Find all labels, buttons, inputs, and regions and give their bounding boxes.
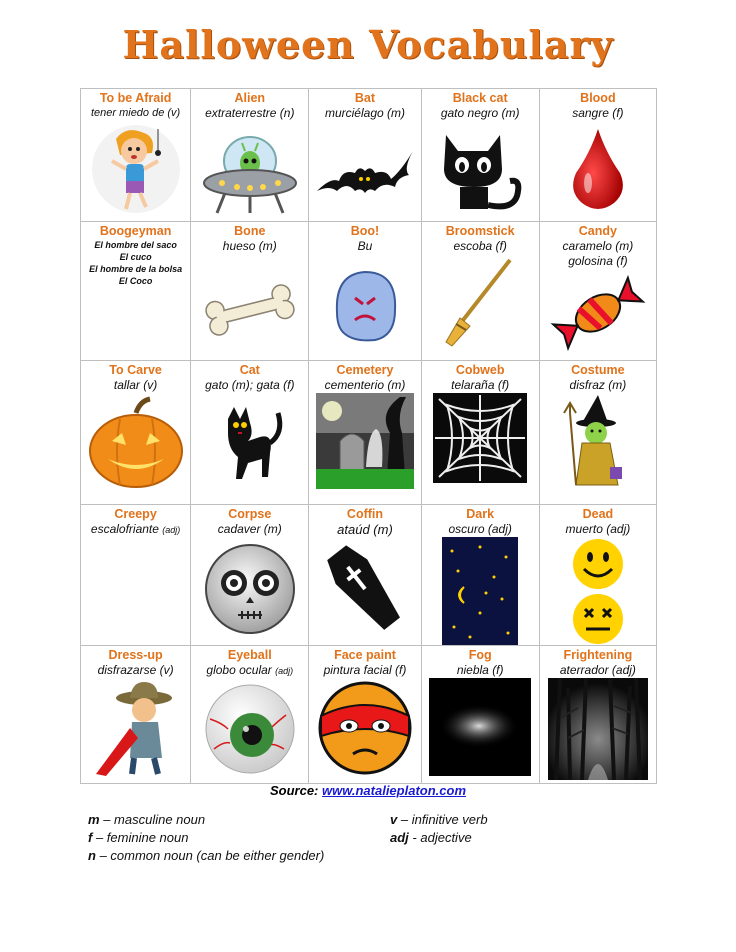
spanish-term: globo ocular (adj) — [206, 663, 294, 677]
vocab-cell-cat — [191, 361, 309, 505]
face-paint-icon — [315, 678, 415, 778]
english-term: Dress-up — [108, 648, 163, 662]
vocab-cell-fog — [421, 646, 539, 784]
source-label: Source: — [269, 783, 319, 798]
skull-icon — [198, 537, 302, 637]
spanish-term: extraterrestre (n) — [205, 106, 295, 120]
english-term: Eyeball — [227, 648, 272, 662]
page-title: Halloween Vocabulary — [122, 22, 614, 67]
spanish-term: escoba (f) — [453, 239, 507, 253]
vocab-cell-dark — [421, 505, 539, 646]
legend-item-common: n – common noun (can be either gender) — [88, 848, 325, 863]
vocabulary-grid — [80, 88, 657, 784]
scared-cat-icon — [198, 393, 302, 493]
spanish-term: ataúd (m) — [337, 522, 393, 537]
broom-icon — [426, 254, 534, 354]
english-term: To be Afraid — [99, 91, 172, 105]
spanish-term: gato (m); gata (f) — [205, 378, 295, 392]
spanish-term: caramelo (m) — [562, 239, 634, 253]
spanish-term: El Coco — [118, 276, 153, 286]
legend-item-masculine: m – masculine noun — [88, 812, 206, 827]
english-term: Dark — [466, 507, 495, 521]
vocab-row — [81, 646, 657, 784]
legend-item-adjective: adj - adjective — [390, 830, 472, 845]
blood-drop-icon — [546, 121, 650, 217]
vocab-cell-corpse — [191, 505, 309, 646]
spanish-term: golosina (f) — [568, 254, 628, 268]
spanish-term: muerto (adj) — [565, 522, 631, 536]
english-term: Fog — [468, 648, 492, 662]
vocab-cell-frightening — [539, 646, 656, 784]
english-term: Face paint — [334, 648, 396, 662]
english-term: Blood — [580, 91, 616, 105]
vocab-cell-coffin — [309, 505, 421, 646]
vocab-cell-dead — [539, 505, 656, 646]
english-term: Frightening — [563, 648, 633, 662]
spanish-term: niebla (f) — [456, 663, 504, 677]
cemetery-icon — [316, 393, 414, 489]
vocab-row — [81, 89, 657, 222]
vocab-row — [81, 361, 657, 505]
spanish-term: cadaver (m) — [217, 522, 282, 536]
spanish-term: oscuro (adj) — [448, 522, 512, 536]
scared-girl-icon — [86, 121, 186, 217]
vocab-cell-cemetery — [309, 361, 421, 505]
spanish-term: hueso (m) — [222, 239, 277, 253]
english-term: Corpse — [228, 507, 272, 521]
source-line — [0, 783, 736, 798]
eyeball-icon — [200, 679, 300, 779]
spanish-term: El hombre de la bolsa — [89, 264, 183, 274]
english-term: Candy — [578, 224, 617, 238]
english-term: Cat — [239, 363, 260, 377]
coffin-icon — [313, 537, 417, 637]
spanish-term: gato negro (m) — [440, 106, 520, 120]
spanish-term: cementerio (m) — [324, 378, 406, 392]
dress-up-icon — [86, 678, 186, 778]
vocab-cell-costume — [539, 361, 656, 505]
vocab-cell-bone — [191, 222, 309, 361]
vocab-cell-broomstick — [421, 222, 539, 361]
spanish-term: pintura facial (f) — [323, 663, 407, 677]
vocab-cell-alien — [191, 89, 309, 222]
fog-icon — [429, 678, 531, 776]
legend-item-feminine: f – feminine noun — [88, 830, 189, 845]
cobweb-icon — [433, 393, 527, 483]
english-term: Costume — [571, 363, 625, 377]
spanish-term: escalofriante (adj) — [90, 522, 181, 536]
english-term: Cobweb — [455, 363, 505, 377]
vocab-cell-afraid — [81, 89, 191, 222]
spanish-term: tener miedo de (v) — [90, 107, 181, 119]
bat-icon — [313, 121, 417, 217]
vocab-cell-candy — [539, 222, 656, 361]
legend-item-verb: v – infinitive verb — [390, 812, 488, 827]
bone-icon — [196, 254, 304, 354]
english-term: Boo! — [350, 224, 380, 238]
pumpkin-icon — [84, 393, 188, 493]
vocab-cell-dress-up — [81, 646, 191, 784]
vocab-cell-face-paint — [309, 646, 421, 784]
spanish-term: aterrador (adj) — [559, 663, 636, 677]
dead-smiley-icon — [568, 537, 628, 645]
english-term: Boogeyman — [99, 224, 172, 238]
english-term: Bone — [234, 224, 266, 238]
vocab-cell-boo — [309, 222, 421, 361]
vocab-cell-black-cat — [421, 89, 539, 222]
english-term: Cemetery — [336, 363, 394, 377]
spanish-term: telaraña (f) — [451, 378, 510, 392]
vocab-cell-creepy — [81, 505, 191, 646]
vocab-row — [81, 222, 657, 361]
spanish-term: disfraz (m) — [569, 378, 627, 392]
vocab-cell-blood — [539, 89, 656, 222]
english-term: Dead — [582, 507, 614, 521]
english-term: Black cat — [452, 91, 508, 105]
spanish-term: tallar (v) — [113, 378, 158, 392]
spanish-term: El hombre del saco — [94, 240, 177, 250]
source-link[interactable]: www.natalieplaton.com — [322, 783, 466, 798]
black-cat-icon — [426, 121, 534, 217]
english-term: Broomstick — [445, 224, 515, 238]
english-term: To Carve — [109, 363, 162, 377]
vocab-cell-bat — [309, 89, 421, 222]
night-sky-icon — [442, 537, 518, 645]
english-term: Bat — [354, 91, 376, 105]
english-term: Coffin — [346, 507, 384, 521]
vocab-cell-boogeyman — [81, 222, 191, 361]
vocab-cell-carve — [81, 361, 191, 505]
spanish-term: disfrazarse (v) — [97, 663, 174, 677]
witch-costume-icon — [548, 393, 648, 493]
vocab-row — [81, 505, 657, 646]
spanish-term: El cuco — [119, 252, 152, 262]
english-term: Alien — [234, 91, 266, 105]
vocab-cell-cobweb — [421, 361, 539, 505]
dark-forest-icon — [548, 678, 648, 780]
english-term: Creepy — [114, 507, 157, 521]
candy-icon — [546, 269, 650, 355]
spanish-term: sangre (f) — [572, 106, 624, 120]
alien-ufo-icon — [197, 121, 303, 219]
spanish-term: murciélago (m) — [324, 106, 405, 120]
spanish-term: Bu — [357, 239, 373, 253]
ghost-icon — [315, 254, 415, 354]
vocab-cell-eyeball — [191, 646, 309, 784]
